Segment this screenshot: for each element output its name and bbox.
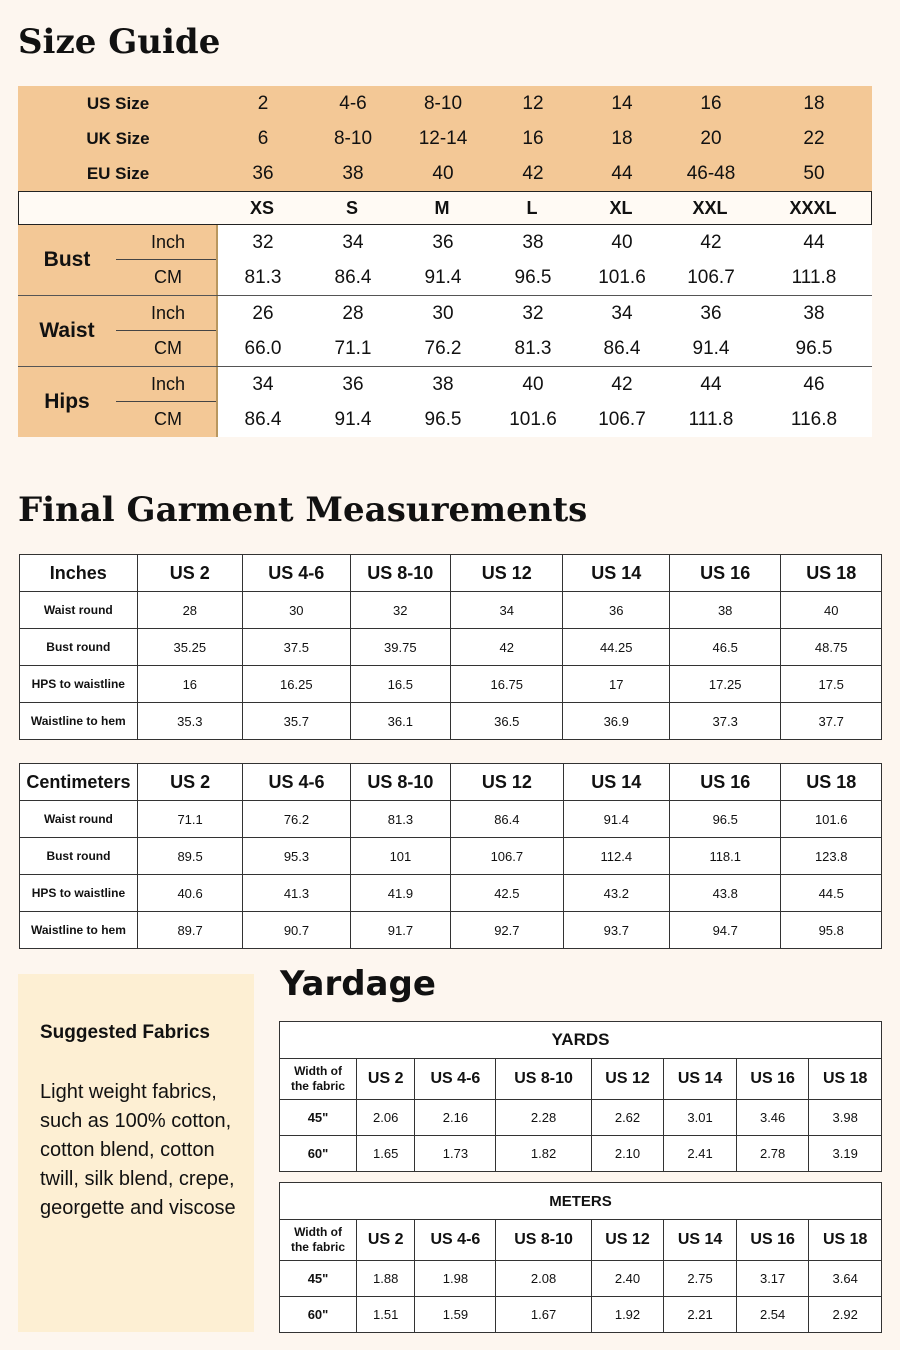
table-row — [280, 1136, 882, 1172]
cell: 96.5 — [424, 408, 462, 430]
table-header: US 4-6 — [243, 764, 350, 801]
cell: 42 — [611, 373, 633, 395]
cell: 101.6 — [509, 408, 557, 430]
table-header: US 8-10 — [350, 764, 450, 801]
cell: 96.5 — [670, 801, 781, 838]
cell: 2.62 — [591, 1100, 664, 1136]
unit-label: Inch — [150, 303, 186, 323]
cell: 38 — [803, 302, 825, 324]
cell: 1.92 — [591, 1297, 664, 1333]
cell: 112.4 — [563, 838, 669, 875]
table-row — [280, 1297, 882, 1333]
cell: 3.64 — [809, 1261, 882, 1297]
cell: 32 — [522, 302, 544, 324]
cell: 36.9 — [563, 703, 669, 740]
yards-table — [279, 1021, 882, 1172]
cell: 8-10 — [333, 127, 373, 149]
measure-name: Hips — [44, 390, 90, 413]
cell: 43.8 — [670, 875, 781, 912]
cell: 36 — [563, 592, 669, 629]
cell: 38 — [669, 592, 780, 629]
row-label: 60" — [280, 1136, 357, 1172]
eu-size-row — [18, 156, 872, 191]
size-guide-table — [18, 86, 872, 437]
cell: 71.1 — [137, 801, 242, 838]
cell: 1.98 — [415, 1261, 496, 1297]
cell: 32 — [350, 592, 451, 629]
cell: 42 — [522, 162, 544, 184]
row-label: Waist round — [20, 801, 138, 838]
table-header: US 16 — [736, 1220, 809, 1261]
row-label: 60" — [280, 1297, 357, 1333]
cell: 34 — [451, 592, 563, 629]
cell: 118.1 — [670, 838, 781, 875]
cell: 50 — [803, 162, 825, 184]
cell: 48.75 — [781, 629, 882, 666]
width-label-line1: Width of — [294, 1225, 342, 1239]
cell: 86.4 — [451, 801, 563, 838]
cell: 66.0 — [244, 337, 282, 359]
cell: 2.28 — [496, 1100, 591, 1136]
cell: L — [526, 197, 538, 218]
cell: 76.2 — [243, 801, 350, 838]
cell: 28 — [342, 302, 364, 324]
us-size-row — [18, 86, 872, 121]
cell: 40 — [781, 592, 882, 629]
table-header: US 2 — [357, 1220, 415, 1261]
table-row — [20, 703, 882, 740]
table-header: US 12 — [451, 555, 563, 592]
cell: 18 — [611, 127, 633, 149]
cell: 2.41 — [664, 1136, 737, 1172]
cell: 91.4 — [424, 266, 462, 288]
cell: 81.3 — [514, 337, 552, 359]
cell: 16.25 — [243, 666, 350, 703]
letter-size-row — [18, 191, 872, 225]
table-header-row — [280, 1059, 882, 1100]
table-header: Centimeters — [20, 764, 138, 801]
width-label-line2: the fabric — [290, 1240, 345, 1254]
cell: 42 — [700, 231, 722, 253]
yardage-title: Yardage — [280, 964, 436, 1004]
table-header: US 14 — [664, 1059, 737, 1100]
cell: 40 — [432, 162, 454, 184]
cell: 34 — [611, 302, 633, 324]
garment-inches-table — [19, 554, 882, 740]
cell: 16 — [522, 127, 544, 149]
cell: 46-48 — [686, 162, 736, 184]
row-label: US Size — [86, 93, 150, 113]
unit-label: Inch — [150, 374, 186, 394]
cell: 2.06 — [357, 1100, 415, 1136]
cell: 86.4 — [334, 266, 372, 288]
table-header-row — [20, 555, 882, 592]
table-header: US 12 — [451, 764, 563, 801]
cell: 89.7 — [137, 912, 242, 949]
cell: 91.7 — [350, 912, 450, 949]
fabrics-title: Suggested Fabrics — [40, 1022, 210, 1043]
cell: 41.9 — [350, 875, 450, 912]
cell: 30 — [243, 592, 350, 629]
cell: 3.01 — [664, 1100, 737, 1136]
cell: 36.1 — [350, 703, 451, 740]
cell: 40.6 — [137, 875, 242, 912]
cell: 89.5 — [137, 838, 242, 875]
row-label: Waistline to hem — [20, 703, 138, 740]
row-label: UK Size — [86, 128, 150, 148]
cell: 76.2 — [424, 337, 462, 359]
cell: 38 — [522, 231, 544, 253]
cell: M — [434, 197, 450, 218]
cell: 1.65 — [357, 1136, 415, 1172]
cell: 20 — [700, 127, 722, 149]
cell: 42.5 — [451, 875, 563, 912]
cell: 35.3 — [137, 703, 242, 740]
cell: 95.8 — [781, 912, 882, 949]
cell: 44 — [700, 373, 722, 395]
cell: 8-10 — [423, 92, 463, 114]
cell: 38 — [342, 162, 364, 184]
table-header: US 12 — [591, 1059, 664, 1100]
row-label: 45" — [280, 1261, 357, 1297]
cell: 46.5 — [669, 629, 780, 666]
cell: 36 — [700, 302, 722, 324]
meters-table — [279, 1182, 882, 1333]
table-header: US 14 — [563, 764, 669, 801]
cell: 92.7 — [451, 912, 563, 949]
cell: 40 — [611, 231, 633, 253]
cell: 36 — [342, 373, 364, 395]
cell: 4-6 — [339, 92, 367, 114]
cell: 95.3 — [243, 838, 350, 875]
row-label: Waistline to hem — [20, 912, 138, 949]
table-header: US 14 — [563, 555, 669, 592]
cell: 71.1 — [334, 337, 372, 359]
cell: 91.4 — [334, 408, 372, 430]
cell: 106.7 — [598, 408, 646, 430]
cell: 2.40 — [591, 1261, 664, 1297]
cell: 35.7 — [243, 703, 350, 740]
cell: 2.75 — [664, 1261, 737, 1297]
cell: XXXL — [789, 197, 837, 218]
width-of-fabric-header — [280, 1220, 357, 1261]
unit-label: CM — [154, 409, 182, 429]
cell: 91.4 — [563, 801, 669, 838]
cell: 37.7 — [781, 703, 882, 740]
cell: 3.19 — [809, 1136, 882, 1172]
table-header: US 4-6 — [415, 1220, 496, 1261]
table-caption: YARDS — [280, 1022, 882, 1059]
row-label: Bust round — [20, 629, 138, 666]
table-header: US 16 — [670, 764, 781, 801]
cell: 39.75 — [350, 629, 451, 666]
table-header: US 18 — [781, 764, 882, 801]
cell: 1.59 — [415, 1297, 496, 1333]
cell: 34 — [252, 373, 274, 395]
table-header: US 8-10 — [350, 555, 451, 592]
cell: 16.5 — [350, 666, 451, 703]
cell: 34 — [342, 231, 364, 253]
cell: 91.4 — [692, 337, 730, 359]
cell: 2.16 — [415, 1100, 496, 1136]
row-label: EU Size — [86, 163, 150, 183]
cell: XXL — [692, 197, 728, 218]
cell: 26 — [252, 302, 274, 324]
cell: 37.5 — [243, 629, 350, 666]
cell: 36 — [432, 231, 454, 253]
cell: 44 — [611, 162, 633, 184]
cell: 2.08 — [496, 1261, 591, 1297]
cell: 111.8 — [688, 408, 734, 430]
cell: 12-14 — [418, 127, 468, 149]
cell: 2.10 — [591, 1136, 664, 1172]
width-of-fabric-header — [280, 1059, 357, 1100]
cell: 36 — [252, 162, 274, 184]
table-header-row — [280, 1220, 882, 1261]
cell: 2.54 — [736, 1297, 809, 1333]
cell: 3.46 — [736, 1100, 809, 1136]
cell: 106.7 — [687, 266, 735, 288]
cell: 81.3 — [244, 266, 282, 288]
cell: 1.88 — [357, 1261, 415, 1297]
cell: 43.2 — [563, 875, 669, 912]
cell: 101.6 — [781, 801, 882, 838]
table-header: US 4-6 — [415, 1059, 496, 1100]
table-row — [280, 1100, 882, 1136]
table-header: Inches — [20, 555, 138, 592]
width-label-line1: Width of — [294, 1064, 342, 1078]
table-header-row — [20, 764, 882, 801]
table-header: US 2 — [357, 1059, 415, 1100]
table-row — [20, 592, 882, 629]
cell: 6 — [257, 127, 269, 149]
cell: 37.3 — [669, 703, 780, 740]
cell: 16.75 — [451, 666, 563, 703]
cell: 123.8 — [781, 838, 882, 875]
cell: 17.5 — [781, 666, 882, 703]
cell: 28 — [137, 592, 242, 629]
table-header: US 16 — [669, 555, 780, 592]
cell: 96.5 — [795, 337, 833, 359]
cell: 86.4 — [603, 337, 641, 359]
cell: 101.6 — [598, 266, 646, 288]
cell: 86.4 — [244, 408, 282, 430]
cell: 14 — [611, 92, 633, 114]
garment-centimeters-table — [19, 763, 882, 949]
cell: 16 — [137, 666, 242, 703]
measure-name: Waist — [39, 319, 95, 342]
table-row — [280, 1261, 882, 1297]
unit-label: Inch — [150, 232, 186, 252]
cell: 32 — [252, 231, 274, 253]
cell: 18 — [803, 92, 825, 114]
cell: 3.17 — [736, 1261, 809, 1297]
cell: 96.5 — [514, 266, 552, 288]
fabrics-text: Light weight fabrics, such as 100% cotton, cotton blend, cotton twill, silk blend, crepe, georgette and viscose — [40, 1081, 236, 1219]
cell: 1.51 — [357, 1297, 415, 1333]
cell: 17 — [563, 666, 669, 703]
cell: 30 — [432, 302, 454, 324]
table-header: US 2 — [137, 555, 242, 592]
table-row — [20, 875, 882, 912]
table-caption: METERS — [280, 1183, 882, 1220]
cell: 12 — [522, 92, 544, 114]
table-header: US 18 — [809, 1220, 882, 1261]
cell: 2.21 — [664, 1297, 737, 1333]
row-label: 45" — [280, 1100, 357, 1136]
cell: 36.5 — [451, 703, 563, 740]
row-label: HPS to waistline — [20, 666, 138, 703]
unit-label: CM — [154, 338, 182, 358]
cell: 40 — [522, 373, 544, 395]
cell: 111.8 — [791, 266, 837, 288]
table-header: US 16 — [736, 1059, 809, 1100]
cell: 44.5 — [781, 875, 882, 912]
row-label: Bust round — [20, 838, 138, 875]
cell: 1.67 — [496, 1297, 591, 1333]
cell: 42 — [451, 629, 563, 666]
cell: 2 — [257, 92, 269, 114]
table-row — [20, 838, 882, 875]
table-header: US 18 — [781, 555, 882, 592]
cell: 46 — [803, 373, 825, 395]
table-header: US 8-10 — [496, 1220, 591, 1261]
table-row — [20, 912, 882, 949]
cell: 35.25 — [137, 629, 242, 666]
table-header: US 2 — [137, 764, 242, 801]
cell: 16 — [700, 92, 722, 114]
waist-block — [18, 295, 872, 366]
table-row — [20, 666, 882, 703]
cell: XL — [609, 197, 633, 218]
cell: 1.82 — [496, 1136, 591, 1172]
suggested-fabrics-box — [18, 974, 254, 1332]
table-header: US 18 — [809, 1059, 882, 1100]
row-label: HPS to waistline — [20, 875, 138, 912]
cell: 2.78 — [736, 1136, 809, 1172]
cell: 90.7 — [243, 912, 350, 949]
cell: 81.3 — [350, 801, 450, 838]
hips-block — [18, 366, 872, 437]
cell: 3.98 — [809, 1100, 882, 1136]
size-guide-title: Size Guide — [18, 22, 221, 62]
cell: 38 — [432, 373, 454, 395]
garment-title: Final Garment Measurements — [18, 490, 588, 530]
cell: S — [345, 197, 358, 218]
unit-label: CM — [154, 267, 182, 287]
cell: 106.7 — [451, 838, 563, 875]
cell: 22 — [803, 127, 825, 149]
cell: 116.8 — [790, 408, 838, 430]
table-header: US 4-6 — [243, 555, 350, 592]
cell: 2.92 — [809, 1297, 882, 1333]
cell: 101 — [350, 838, 450, 875]
uk-size-row — [18, 121, 872, 156]
table-header: US 14 — [664, 1220, 737, 1261]
cell: 44.25 — [563, 629, 669, 666]
measure-name: Bust — [43, 248, 91, 271]
width-label-line2: the fabric — [290, 1079, 345, 1093]
table-row — [20, 629, 882, 666]
cell: 1.73 — [415, 1136, 496, 1172]
cell: 93.7 — [563, 912, 669, 949]
cell: XS — [249, 197, 274, 218]
cell: 44 — [803, 231, 825, 253]
table-header: US 8-10 — [496, 1059, 591, 1100]
table-header: US 12 — [591, 1220, 664, 1261]
cell: 94.7 — [670, 912, 781, 949]
bust-block — [18, 225, 872, 295]
cell: 41.3 — [243, 875, 350, 912]
cell: 17.25 — [669, 666, 780, 703]
table-row — [20, 801, 882, 838]
row-label: Waist round — [20, 592, 138, 629]
